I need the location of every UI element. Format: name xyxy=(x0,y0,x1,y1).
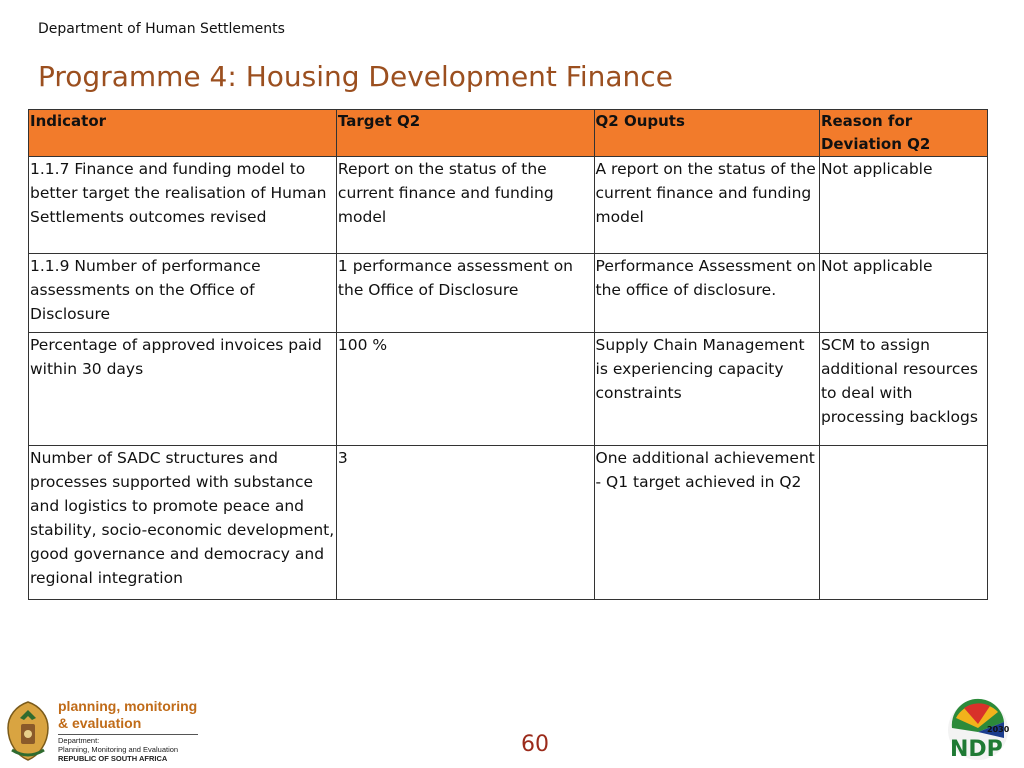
logo-sub-2: Planning, Monitoring and Evaluation xyxy=(58,745,179,754)
reason-cell xyxy=(819,446,987,600)
indicator-cell: Number of SADC structures and processes supported with substance and logistics to promote peace and stability, socio-economic development, good governance and democracy and regional integration xyxy=(29,446,337,600)
logo-line-2: & evaluation xyxy=(58,715,142,731)
page-title: Programme 4: Housing Development Finance xyxy=(38,60,673,93)
indicator-cell: 1.1.7 Finance and funding model to better target the realisation of Human Settlements outcomes revised xyxy=(29,157,337,254)
column-header-outputs: Q2 Ouputs xyxy=(594,110,819,157)
page-number: 60 xyxy=(521,732,549,757)
department-name: Department of Human Settlements xyxy=(38,21,285,37)
indicator-cell: 1.1.9 Number of performance assessments on the Office of Disclosure xyxy=(29,254,337,333)
output-cell: A report on the status of the current finance and funding model xyxy=(594,157,819,254)
target-cell: 3 xyxy=(336,446,594,600)
ndp-2030-icon xyxy=(946,698,1010,762)
svg-text:2030: 2030 xyxy=(987,725,1010,734)
reason-cell: Not applicable xyxy=(819,157,987,254)
logo-sub-1: Department: xyxy=(58,736,100,745)
logo-line-1: planning, monitoring xyxy=(58,698,198,714)
indicator-cell: Percentage of approved invoices paid within 30 days xyxy=(29,333,337,446)
table-row xyxy=(29,254,988,333)
target-cell: 100 % xyxy=(336,333,594,446)
logo-sub-3: REPUBLIC OF SOUTH AFRICA xyxy=(58,754,168,763)
column-header-target: Target Q2 xyxy=(336,110,594,157)
table-header-row xyxy=(29,110,988,157)
output-cell: One additional achievement - Q1 target achieved in Q2 xyxy=(594,446,819,600)
svg-text:NDP: NDP xyxy=(950,737,1003,762)
table-row xyxy=(29,446,988,600)
ndp-logo xyxy=(946,698,1010,762)
output-cell: Performance Assessment on the office of disclosure. xyxy=(594,254,819,333)
target-cell: Report on the status of the current finance and funding model xyxy=(336,157,594,254)
table-row xyxy=(29,333,988,446)
reason-cell: Not applicable xyxy=(819,254,987,333)
target-cell: 1 performance assessment on the Office of Disclosure xyxy=(336,254,594,333)
reason-cell: SCM to assign additional resources to deal with processing backlogs xyxy=(819,333,987,446)
table-row xyxy=(29,157,988,254)
indicator-table xyxy=(28,109,988,600)
column-header-reason: Reason for Deviation Q2 xyxy=(819,110,987,157)
column-header-indicator: Indicator xyxy=(29,110,337,157)
output-cell: Supply Chain Management is experiencing capacity constraints xyxy=(594,333,819,446)
